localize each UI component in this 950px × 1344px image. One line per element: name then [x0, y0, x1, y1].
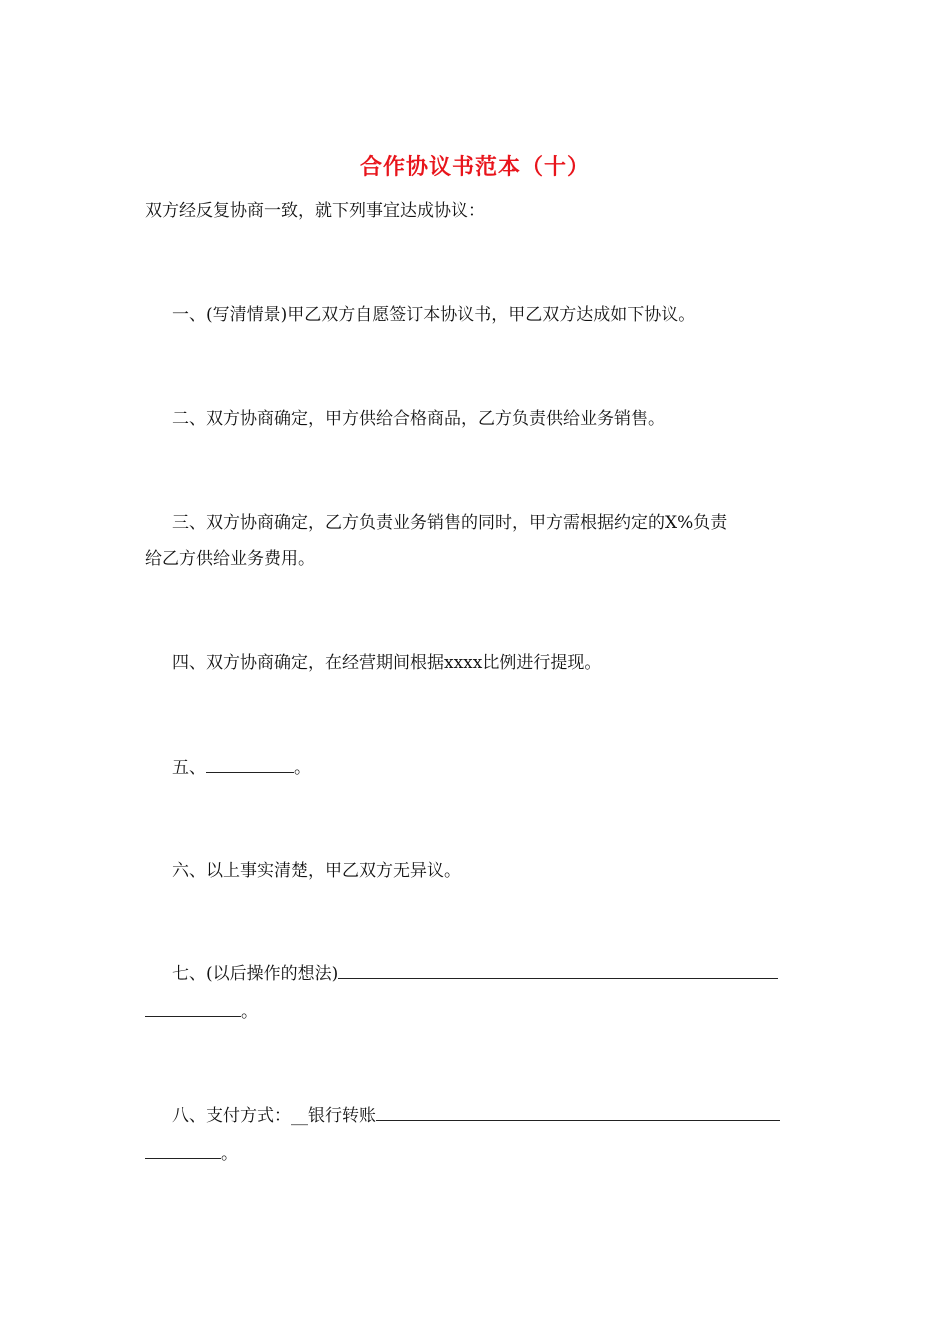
clause-7-blank-line: [338, 960, 778, 979]
clause-7-line-2: [145, 998, 805, 1025]
clause-8-line-1: [172, 1102, 832, 1129]
clause-5-blank-line: [206, 754, 294, 773]
clause-1: 一、(写清情景)甲乙双方自愿签订本协议书，甲乙双方达成如下协议。: [172, 305, 696, 325]
clause-7-end: 。: [241, 1002, 258, 1022]
clause-3-line-1: 三、双方协商确定，乙方负责业务销售的同时，甲方需根据约定的X%负责: [172, 513, 728, 533]
clause-8-end: 。: [221, 1144, 238, 1164]
clause-8-line-2: [145, 1140, 805, 1167]
clause-8-blank-line: [376, 1102, 780, 1121]
clause-7-line-1: [172, 960, 832, 987]
clause-4: 四、双方协商确定，在经营期间根据xxxx比例进行提现。: [172, 653, 602, 673]
clause-2: 二、双方协商确定，甲方供给合格商品，乙方负责供给业务销售。: [172, 409, 665, 429]
clause-7-label: 七、(以后操作的想法): [172, 964, 339, 984]
clause-8-label: 八、支付方式：__银行转账: [172, 1106, 376, 1126]
clause-8-blank-line-continued: [145, 1140, 221, 1159]
clause-5-label: 五、: [172, 758, 206, 778]
clause-5: [172, 754, 832, 781]
clause-6: 六、以上事实清楚，甲乙双方无异议。: [172, 861, 461, 881]
clause-3-line-2: 给乙方供给业务费用。: [145, 549, 315, 569]
clause-7-blank-line-continued: [145, 998, 241, 1017]
document-title: 合作协议书范本（十）: [359, 154, 590, 180]
clause-5-end: 。: [294, 758, 311, 778]
intro-paragraph: 双方经反复协商一致，就下列事宜达成协议：: [145, 201, 485, 221]
